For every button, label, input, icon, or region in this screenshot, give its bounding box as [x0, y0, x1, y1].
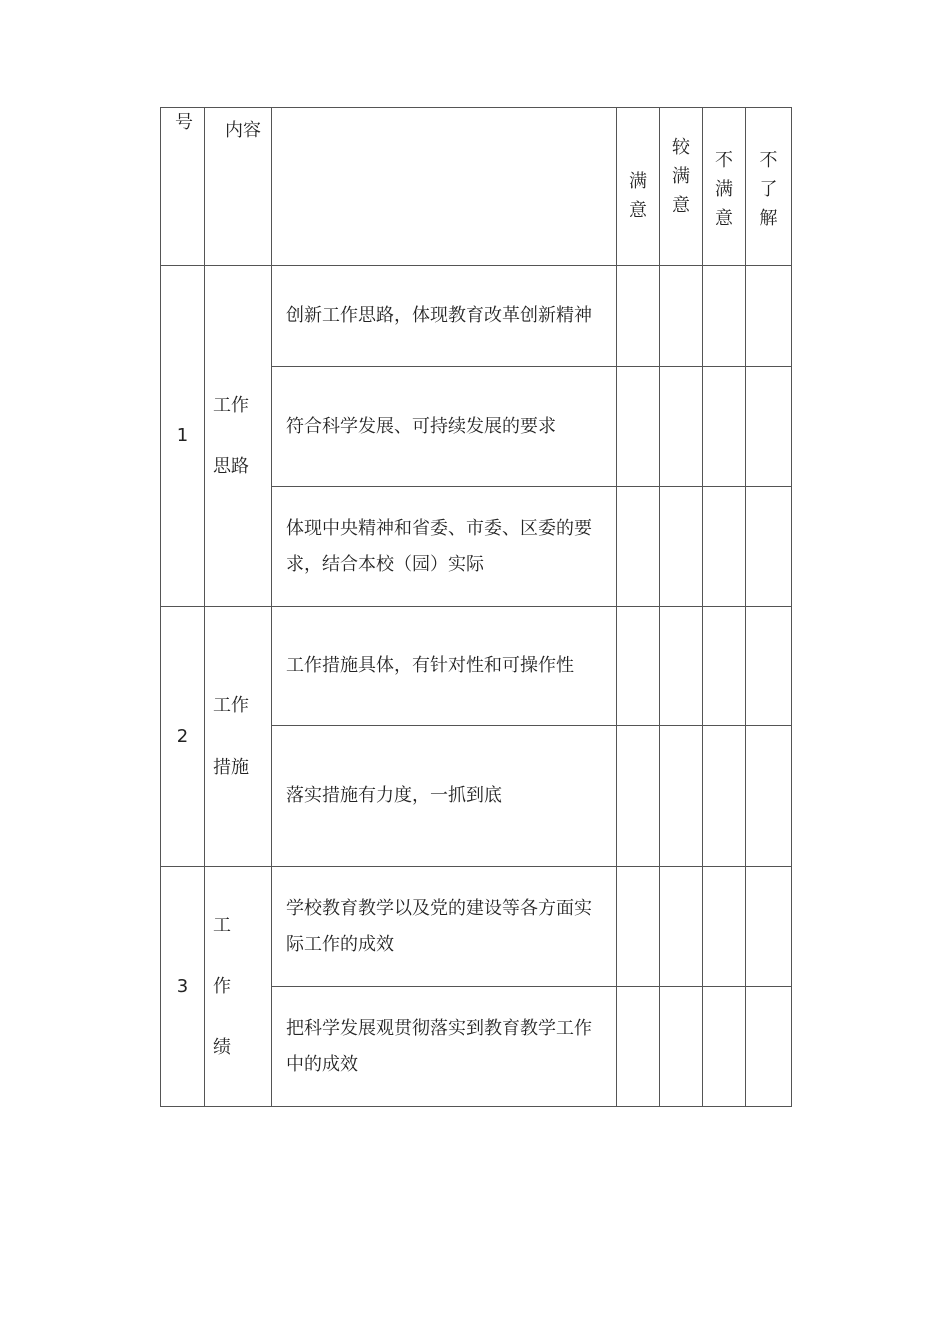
rating-checkbox-satisfied[interactable]: [617, 487, 660, 607]
item-text-cell: [272, 266, 617, 367]
table-row: [161, 266, 792, 367]
section-number: 1: [176, 425, 189, 447]
rating-checkbox-unsatisfied[interactable]: [703, 367, 746, 487]
rating-checkbox-unsatisfied[interactable]: [703, 266, 746, 367]
rating-checkbox-fairly-satisfied[interactable]: [660, 867, 703, 987]
item-text-cell: [272, 607, 617, 726]
item-text-cell: [272, 367, 617, 487]
table-row: [161, 607, 792, 726]
rating-checkbox-unsatisfied[interactable]: [703, 987, 746, 1107]
item-text-cell: [272, 987, 617, 1107]
header-rating-unsatisfied: [703, 108, 746, 266]
item-text: 把科学发展观贯彻落实到教育教学工作中的成效: [286, 1018, 592, 1075]
header-row: [161, 108, 792, 266]
item-text-cell: [272, 867, 617, 987]
section-category: 工作绩: [213, 914, 231, 1059]
header-rating-satisfied: [617, 108, 660, 266]
header-content-label: 内容: [225, 120, 261, 141]
header-number-cell: [161, 108, 205, 266]
evaluation-table: [160, 107, 792, 1107]
item-text: 学校教育教学以及党的建设等各方面实际工作的成效: [286, 898, 592, 955]
section-number-cell: [161, 266, 205, 607]
section-number: 2: [176, 725, 189, 747]
rating-label-fairly-satisfied: 较满意: [671, 137, 690, 216]
item-text: 符合科学发展、可持续发展的要求: [286, 415, 556, 437]
section-number: 3: [176, 975, 189, 997]
rating-checkbox-fairly-satisfied[interactable]: [660, 367, 703, 487]
rating-label-unsatisfied: 不满意: [714, 150, 733, 229]
section-category-cell: [205, 867, 272, 1107]
section-category-cell: [205, 266, 272, 607]
rating-label-unknown: 不了解: [759, 150, 778, 229]
rating-checkbox-satisfied[interactable]: [617, 867, 660, 987]
rating-checkbox-unknown[interactable]: [746, 867, 792, 987]
rating-checkbox-fairly-satisfied[interactable]: [660, 266, 703, 367]
rating-checkbox-unknown[interactable]: [746, 987, 792, 1107]
rating-checkbox-unsatisfied[interactable]: [703, 726, 746, 867]
table-row: [161, 867, 792, 987]
item-text: 创新工作思路，体现教育改革创新精神: [286, 304, 592, 326]
item-text-cell: [272, 726, 617, 867]
rating-label-satisfied: 满意: [628, 170, 647, 221]
rating-checkbox-unsatisfied[interactable]: [703, 487, 746, 607]
rating-checkbox-unknown[interactable]: [746, 607, 792, 726]
rating-checkbox-unsatisfied[interactable]: [703, 607, 746, 726]
section-number-cell: [161, 607, 205, 867]
item-text-cell: [272, 487, 617, 607]
section-category-cell: [205, 607, 272, 867]
rating-checkbox-satisfied[interactable]: [617, 607, 660, 726]
rating-checkbox-fairly-satisfied[interactable]: [660, 607, 703, 726]
header-rating-unknown: [746, 108, 792, 266]
rating-checkbox-fairly-satisfied[interactable]: [660, 987, 703, 1107]
header-blank-cell: [272, 108, 617, 266]
rating-checkbox-fairly-satisfied[interactable]: [660, 487, 703, 607]
rating-checkbox-unknown[interactable]: [746, 726, 792, 867]
header-number-label: 号: [175, 112, 193, 133]
rating-checkbox-satisfied[interactable]: [617, 726, 660, 867]
section-category: 工作思路: [213, 394, 249, 477]
section-number-cell: [161, 867, 205, 1107]
rating-checkbox-unknown[interactable]: [746, 367, 792, 487]
header-content-cell: [205, 108, 272, 266]
rating-checkbox-unknown[interactable]: [746, 266, 792, 367]
rating-checkbox-satisfied[interactable]: [617, 367, 660, 487]
rating-checkbox-satisfied[interactable]: [617, 266, 660, 367]
item-text: 落实措施有力度，一抓到底: [286, 785, 502, 807]
rating-checkbox-unknown[interactable]: [746, 487, 792, 607]
rating-checkbox-satisfied[interactable]: [617, 987, 660, 1107]
item-text: 工作措施具体，有针对性和可操作性: [286, 655, 574, 677]
header-rating-fairly-satisfied: [660, 108, 703, 266]
item-text: 体现中央精神和省委、市委、区委的要求，结合本校（园）实际: [286, 518, 592, 575]
section-category: 工作措施: [213, 695, 249, 778]
rating-checkbox-fairly-satisfied[interactable]: [660, 726, 703, 867]
rating-checkbox-unsatisfied[interactable]: [703, 867, 746, 987]
